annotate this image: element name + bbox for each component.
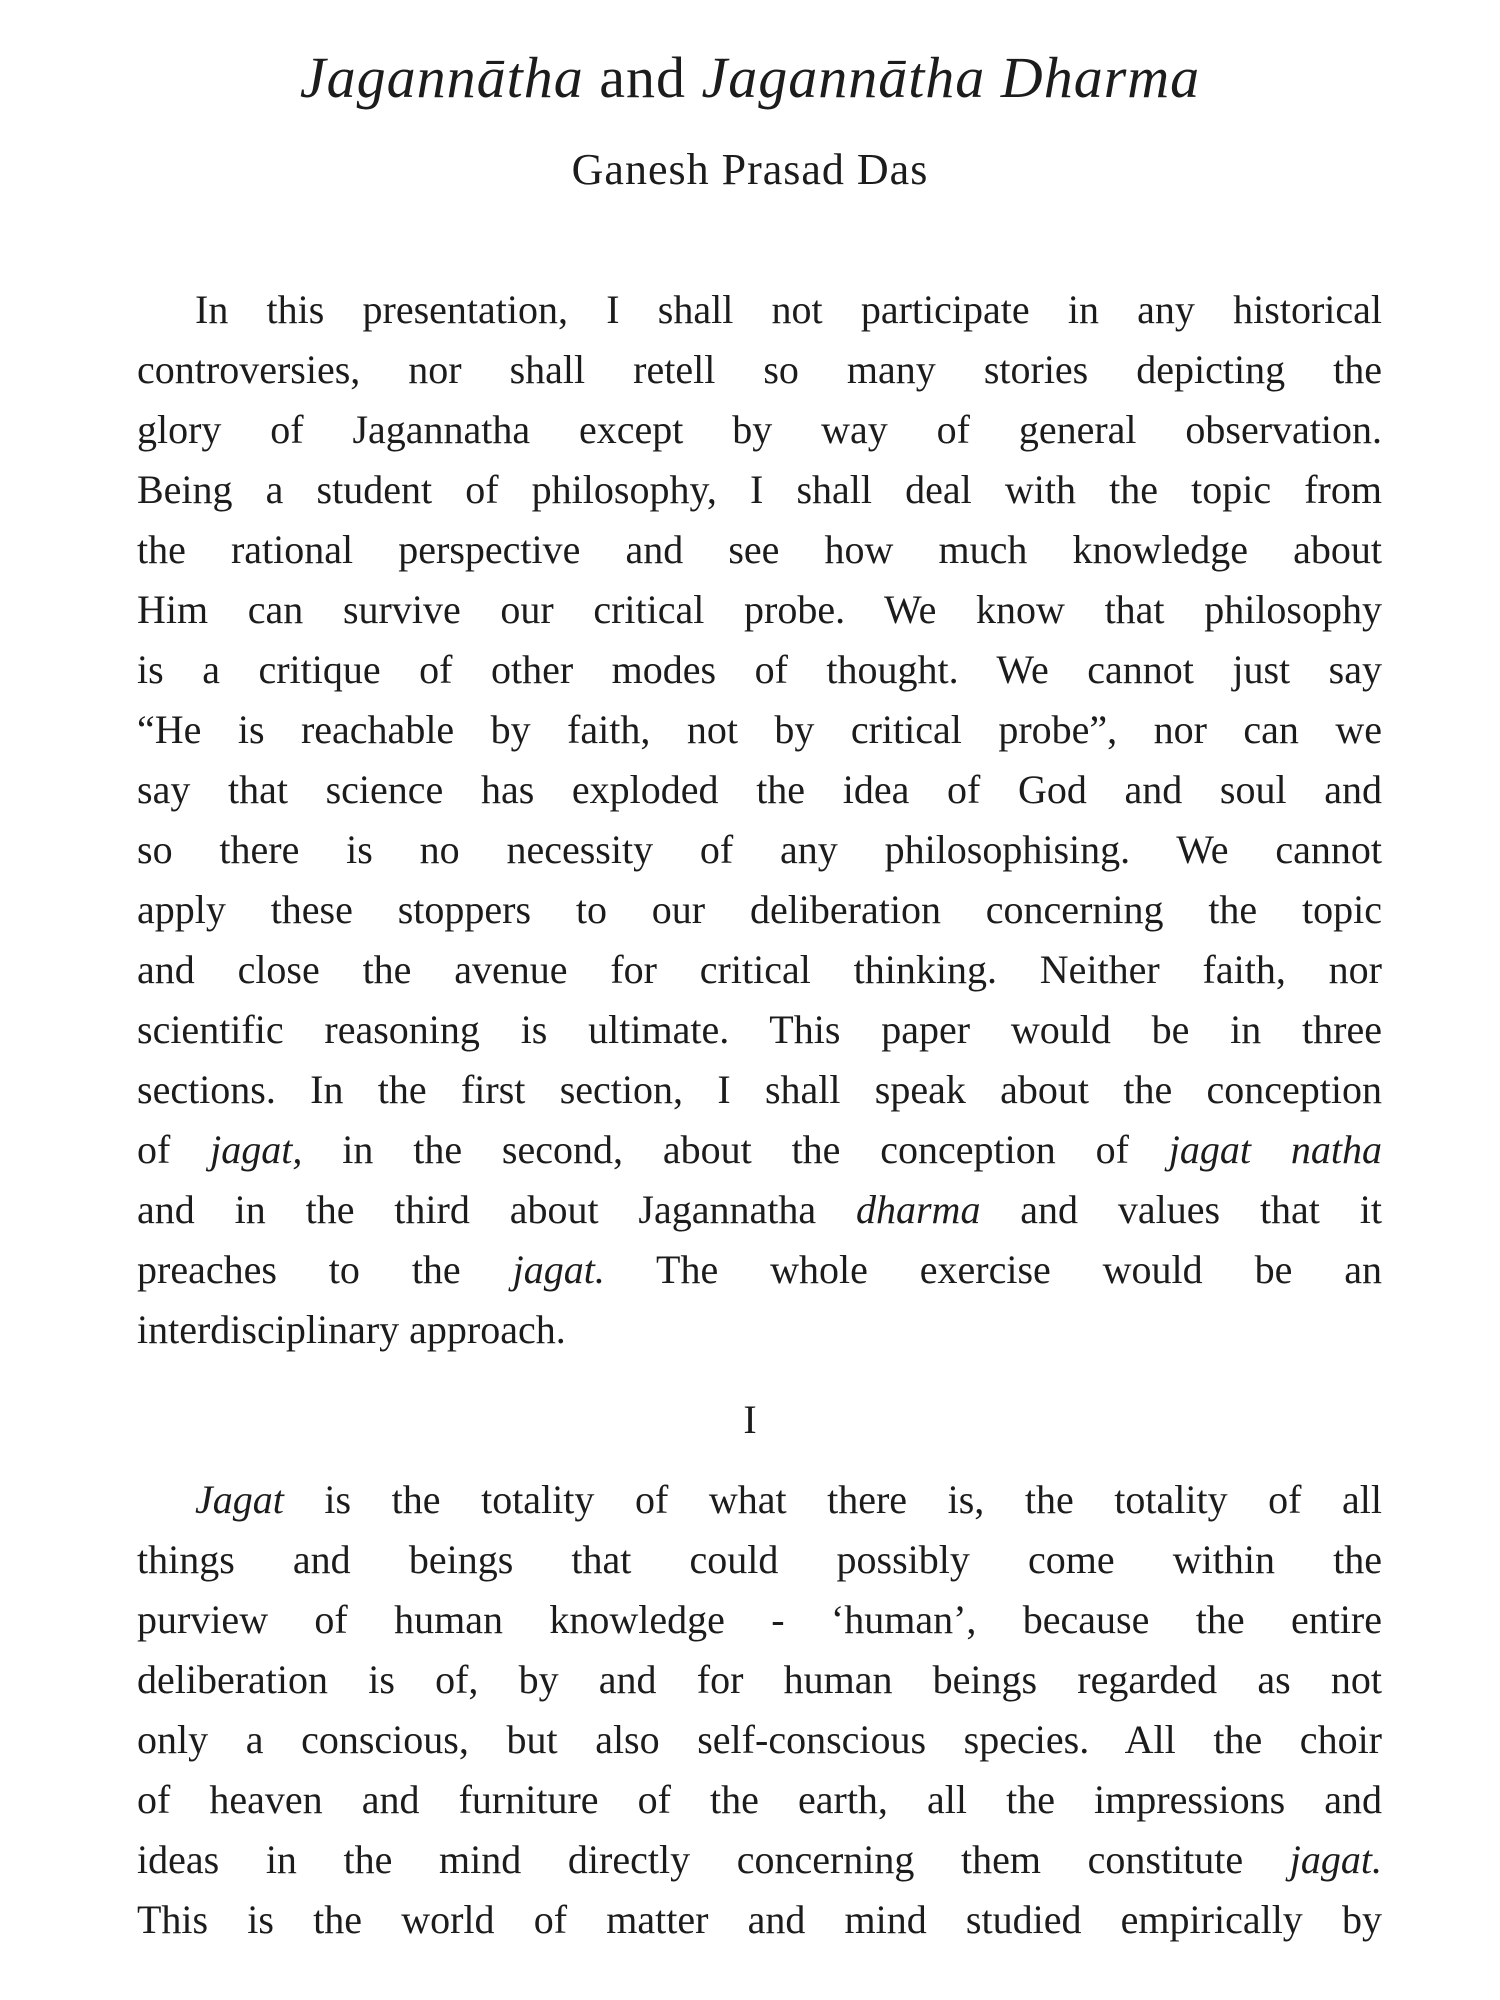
paragraph-line: so there is no necessity of any philosophising. We cannot xyxy=(137,827,1382,872)
paragraph-line: apply these stoppers to our deliberation concerning the topic xyxy=(137,887,1382,932)
paragraph-line: say that science has exploded the idea of God and soul and xyxy=(137,767,1382,812)
section-1-paragraph xyxy=(137,1470,1382,1950)
paragraph-line: deliberation is of, by and for human beings regarded as not xyxy=(137,1657,1382,1702)
paragraph-line xyxy=(137,1830,1382,1890)
paragraph-line: is a critique of other modes of thought. We cannot just say xyxy=(137,647,1382,692)
italic-term: jagat natha xyxy=(1168,1127,1382,1172)
paragraph-line: sections. In the first section, I shall speak about the conception xyxy=(137,1067,1382,1112)
paragraph-line: In this presentation, I shall not participate in any historical xyxy=(195,287,1382,332)
paragraph-line: “He is reachable by faith, not by critical probe”, nor can we xyxy=(137,707,1382,752)
title-part-1: Jagannātha xyxy=(299,45,584,110)
paragraph-line: things and beings that could possibly come within the xyxy=(137,1537,1382,1582)
line-text: of xyxy=(137,1127,211,1172)
paragraph-line: Being a student of philosophy, I shall deal with the topic from xyxy=(137,467,1382,512)
author-name: Ganesh Prasad Das xyxy=(571,145,929,194)
italic-term: jagat. xyxy=(1289,1837,1382,1882)
italic-term: dharma xyxy=(855,1187,981,1232)
italic-term: jagat. xyxy=(512,1247,605,1292)
paragraph-line: Him can survive our critical probe. We know that philosophy xyxy=(137,587,1382,632)
line-text: ideas in the mind directly concerning them constitute xyxy=(137,1837,1290,1882)
paragraph-line: glory of Jagannatha except by way of general observation. xyxy=(137,407,1382,452)
paragraph-line: controversies, nor shall retell so many stories depicting the xyxy=(137,347,1382,392)
paragraph-line xyxy=(137,1180,1382,1240)
line-text: preaches to the xyxy=(137,1247,513,1292)
paragraph-line: and close the avenue for critical thinking. Neither faith, nor xyxy=(137,947,1382,992)
article-title xyxy=(0,42,1500,114)
intro-paragraph xyxy=(137,280,1382,1360)
paragraph-line xyxy=(137,1120,1382,1180)
line-text: is the totality of what there is, the totality of all xyxy=(283,1477,1382,1522)
line-text: The whole exercise would be an xyxy=(604,1247,1382,1292)
paragraph-line xyxy=(137,1240,1382,1300)
italic-term: jagat, xyxy=(210,1127,303,1172)
italic-term: Jagat xyxy=(195,1477,284,1522)
paragraph-line xyxy=(137,1470,1382,1530)
paragraph-line: interdisciplinary approach. xyxy=(137,1307,566,1352)
line-text: and values that it xyxy=(980,1187,1383,1232)
title-part-2: Jagannātha Dharma xyxy=(701,45,1201,110)
paragraph-line: only a conscious, but also self-conscious species. All the choir xyxy=(137,1717,1382,1762)
paragraph-line: purview of human knowledge - ‘human’, because the entire xyxy=(137,1597,1382,1642)
paragraph-line: This is the world of matter and mind studied empirically by xyxy=(137,1897,1382,1942)
line-text: and in the third about Jagannatha xyxy=(137,1187,856,1232)
paragraph-line: scientific reasoning is ultimate. This paper would be in three xyxy=(137,1007,1382,1052)
title-connector: and xyxy=(599,45,686,110)
line-text: in the second, about the conception of xyxy=(302,1127,1169,1172)
paragraph-line: the rational perspective and see how much knowledge about xyxy=(137,527,1382,572)
section-heading: I xyxy=(743,1397,757,1442)
paragraph-line: of heaven and furniture of the earth, all the impressions and xyxy=(137,1777,1382,1822)
